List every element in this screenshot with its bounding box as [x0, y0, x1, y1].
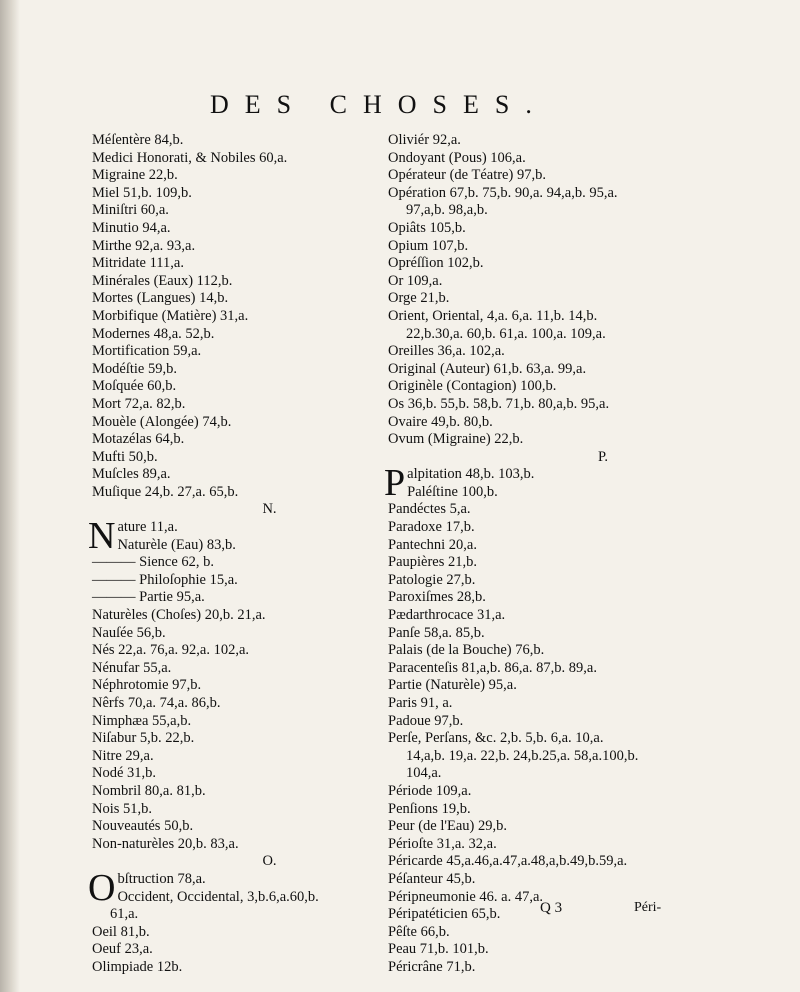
index-entry: Méſentère 84,b. — [92, 132, 184, 148]
index-entry: Mirthe 92,a. 93,a. — [92, 237, 196, 254]
letter-heading: P. — [597, 448, 609, 465]
index-entry: Minutio 94,a. — [92, 219, 171, 236]
drop-capital: P — [384, 462, 406, 505]
index-entry: Orient, Oriental, 4,a. 6,a. 11,b. 14,b. — [388, 307, 598, 324]
index-entry-continuation: 22,b.30,a. 60,b. 61,a. 100,a. 109,a. — [406, 325, 606, 342]
index-entry: Originèle (Contagion) 100,b. — [388, 378, 557, 395]
index-entry: Palais (de la Bouche) 76,b. — [388, 642, 545, 659]
index-entry: Or 109,a. — [388, 272, 443, 289]
index-column-right — [384, 132, 688, 977]
index-entry: Péricrâne 71,b. — [388, 958, 476, 975]
index-entry: Opérateur (de Téatre) 97,b. — [388, 167, 546, 184]
index-column-left — [88, 132, 377, 977]
index-entry: Péricarde 45,a.46,a.47,a.48,a,b.49,b.59,a. — [388, 853, 628, 870]
index-entry: Nodé 31,b. — [92, 765, 157, 782]
index-entry: Mouèle (Alongée) 74,b. — [92, 413, 232, 430]
index-entry: Modernes 48,a. 52,b. — [92, 325, 215, 342]
index-entry: Peur (de l'Eau) 29,b. — [388, 818, 507, 835]
index-entry: Ovaire 49,b. 80,b. — [388, 413, 493, 430]
index-entry: Original (Auteur) 61,b. 63,a. 99,a. — [388, 360, 587, 377]
drop-capital: O — [88, 866, 116, 909]
index-entry: Nés 22,a. 76,a. 92,a. 102,a. — [92, 642, 250, 659]
index-entry: Paris 91, a. — [388, 695, 453, 711]
index-entry: Périoſte 31,a. 32,a. — [388, 835, 497, 852]
index-entry: Période 109,a. — [388, 782, 472, 799]
index-entry: Nois 51,b. — [92, 800, 153, 817]
index-entry: Niſabur 5,b. 22,b. — [92, 730, 195, 747]
index-entry: Perſe, Perſans, &c. 2,b. 5,b. 6,a. 10,a. — [388, 730, 604, 747]
index-entry: Orge 21,b. — [388, 290, 450, 307]
index-entry: Paradoxe 17,b. — [388, 519, 475, 536]
index-entry: Oliviér 92,a. — [388, 132, 461, 148]
index-entry: Ondoyant (Pous) 106,a. — [388, 149, 526, 166]
index-entry: Péripneumonie 46. a. 47,a. — [388, 888, 544, 905]
index-entry: Péſanteur 45,b. — [388, 870, 476, 887]
index-entry: Padoue 97,b. — [388, 712, 464, 729]
index-entry: Ovum (Migraine) 22,b. — [388, 431, 524, 448]
index-entry: Oeuf 23,a. — [92, 941, 153, 958]
index-entry: Peau 71,b. 101,b. — [388, 941, 489, 958]
index-entry: Pêſte 66,b. — [388, 923, 450, 940]
index-entry: Opium 107,b. — [388, 237, 469, 254]
letter-heading: N. — [262, 501, 277, 518]
index-entry: Minérales (Eaux) 112,b. — [92, 272, 233, 289]
index-entry: Nitre 29,a. — [92, 747, 154, 764]
index-entry-continuation: ——— Partie 95,a. — [92, 589, 205, 606]
index-entry: Morbifique (Matière) 31,a. — [92, 307, 249, 324]
index-entry: Pædarthrocace 31,a. — [388, 607, 506, 624]
index-entry: Oreilles 36,a. 102,a. — [388, 343, 505, 360]
index-entry: Mort 72,a. 82,b. — [92, 395, 186, 412]
index-entry: Nauſée 56,b. — [92, 624, 166, 641]
index-entry: Migraine 22,b. — [92, 167, 178, 184]
index-entry: Partie (Naturèle) 95,a. — [388, 677, 517, 694]
index-entry-continuation: 14,a,b. 19,a. 22,b. 24,b.25,a. 58,a.100,b. — [406, 747, 639, 764]
index-entry: Paracenteſis 81,a,b. 86,a. 87,b. 89,a. — [388, 659, 597, 676]
index-entry: Péripatéticien 65,b. — [388, 906, 501, 923]
index-entry: Muſique 24,b. 27,a. 65,b. — [92, 483, 239, 500]
index-entry: Os 36,b. 55,b. 58,b. 71,b. 80,a,b. 95,a. — [388, 395, 610, 412]
page-spine-shadow — [0, 0, 20, 992]
index-entry: Néphrotomie 97,b. — [92, 677, 202, 694]
index-entry: Motazélas 64,b. — [92, 431, 185, 448]
index-entry: Paroxiſmes 28,b. — [388, 589, 486, 606]
index-entry: Mitridate 111,a. — [92, 255, 184, 272]
index-entry: Opréſſion 102,b. — [388, 255, 484, 272]
index-entry: Moſquée 60,b. — [92, 378, 177, 395]
index-entry: Miel 51,b. 109,b. — [92, 184, 192, 201]
index-entry-continuation: 104,a. — [406, 765, 442, 782]
index-entry: Non-naturèles 20,b. 83,a. — [92, 835, 239, 852]
index-entry: Pantechni 20,a. — [388, 536, 477, 553]
index-entry: Mufti 50,b. — [92, 448, 158, 465]
index-entry-continuation: Paléſtine 100,b. — [407, 483, 498, 500]
index-entry: Nénufar 55,a. — [92, 659, 172, 676]
index-entry: Penſions 19,b. — [388, 800, 471, 817]
index-entry-continuation: ——— Philoſophie 15,a. — [92, 571, 238, 588]
page-header: DES CHOSES. — [210, 90, 548, 119]
index-entry-text: alpitation 48,b. 103,b. — [407, 466, 535, 483]
index-entry: Patologie 27,b. — [388, 571, 476, 588]
index-entry: Nombril 80,a. 81,b. — [92, 782, 206, 799]
index-entry: Nouveautés 50,b. — [92, 818, 194, 835]
index-entry: Pandéctes 5,a. — [388, 501, 471, 518]
index-entry: Nêrfs 70,a. 74,a. 86,b. — [92, 695, 221, 711]
index-entry: Opiâts 105,b. — [388, 219, 466, 236]
index-entry: Panſe 58,a. 85,b. — [388, 624, 485, 641]
index-entry: Modéſtie 59,b. — [92, 360, 177, 377]
letter-heading: O. — [262, 853, 277, 870]
index-entry: Nimphæa 55,a,b. — [92, 712, 192, 729]
index-entry-continuation: Occident, Occidental, 3,b.6,a.60,b. — [117, 888, 319, 905]
index-entry-continuation: 61,a. — [110, 906, 139, 923]
index-entry: Miniſtri 60,a. — [92, 202, 169, 219]
index-entry: Mortification 59,a. — [92, 343, 202, 360]
drop-capital: N — [88, 515, 116, 558]
catchword: Péri- — [634, 900, 662, 915]
index-entry: Olimpiade 12b. — [92, 958, 183, 975]
index-entry: Paupières 21,b. — [388, 554, 477, 571]
index-entry-continuation: ——— Sience 62, b. — [92, 554, 215, 571]
index-entry-text: ature 11,a. — [117, 519, 178, 536]
index-entry: Muſcles 89,a. — [92, 466, 171, 483]
index-entry: Naturèles (Choſes) 20,b. 21,a. — [92, 607, 266, 624]
index-entry: Oeil 81,b. — [92, 923, 150, 940]
index-entry: Mortes (Langues) 14,b. — [92, 290, 229, 307]
index-entry-continuation: Naturèle (Eau) 83,b. — [117, 536, 236, 553]
index-entry: Opération 67,b. 75,b. 90,a. 94,a,b. 95,a. — [388, 184, 618, 201]
index-entry: Medici Honorati, & Nobiles 60,a. — [92, 149, 288, 166]
index-entry-continuation: 97,a,b. 98,a,b. — [406, 202, 488, 219]
index-entry-text: bſtruction 78,a. — [117, 870, 206, 887]
signature-mark: Q 3 — [540, 900, 563, 916]
